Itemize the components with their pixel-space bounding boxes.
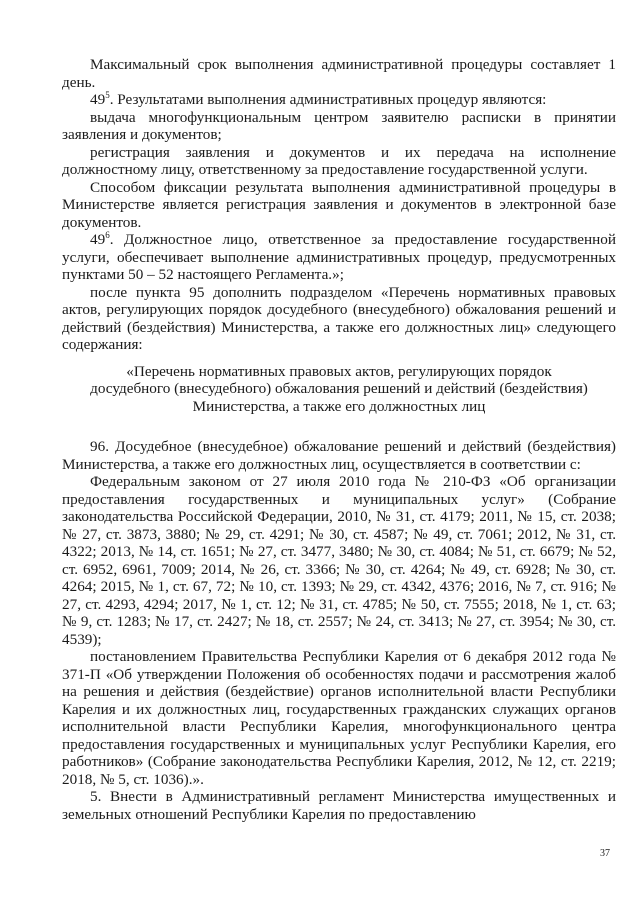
spacer [62, 354, 616, 363]
section-heading-line-3: Министерства, а также его должностных лиц [192, 397, 486, 415]
clause-number: 49 [90, 231, 106, 248]
section-heading-line-2: досудебного (внесудебного) обжалования решений и действий (бездействия) [90, 380, 588, 397]
paragraph-receipt: выдача многофункциональным центром заявителю расписки в принятии заявления и документов; [62, 108, 616, 143]
paragraph-deadline: Максимальный срок выполнения административной процедуры составляет 1 день. [62, 56, 616, 91]
paragraph-fixation-method: Способом фиксации результата выполнения административной процедуры в Министерстве является регистрация заявления и документов в электронной базе документов. [62, 178, 616, 231]
paragraph-49-6 [62, 231, 616, 284]
spacer [62, 415, 616, 438]
paragraph-item-5: 5. Внести в Административный регламент Министерства имущественных и земельных отношений Республики Карелия по предоставлению [62, 788, 616, 823]
paragraph-registration: регистрация заявления и документов и их передача на исполнение должностному лицу, ответственному за предоставление государственной услуги. [62, 143, 616, 178]
paragraph-government-resolution: постановлением Правительства Республики Карелия от 6 декабря 2012 года № 371-П «Об утверждении Положения об особенностях подачи и рассмотрения жалоб на решения и действия (бездействие) органов исполнительной власти Республики Карелия и их должностных лиц, государственных гражданских служащих органов исполнительной власти Республики Карелия, многофункционального центра предоставления государственных и муниципальных услуг Республики Карелия, его работников» (Собрание законодательства Республики Карелия, 2012, № 12, ст. 2219; 2018, № 5, ст. 1036).». [62, 648, 616, 788]
clause-number: 49 [90, 91, 106, 108]
paragraph-federal-law: Федеральным законом от 27 июля 2010 года № 210-ФЗ «Об организации предоставления государственных и муниципальных услуг» (Собрание законодательства Российской Федерации, 2010, № 31, ст. 4179; 2011, № 15, ст. 2038; № 27, ст. 3873, 3880; № 29, ст. 4291; № 30, ст. 4587; № 49, ст. 7061; 2012, № 31, ст. 4322; 2013, № 14, ст. 1651; № 27, ст. 3477, 3480; № 30, ст. 4084; № 51, ст. 6679; № 52, ст. 6952, 6961, 7009; 2014, № 26, ст. 3366; № 30, ст. 4264; № 49, ст. 6928; № 30, ст. 4264; 2015, № 1, ст. 67, 72; № 10, ст. 1393; № 29, ст. 4342, 4376; 2016, № 7, ст. 916; № 27, ст. 4293, 4294; 2017, № 1, ст. 12; № 31, ст. 4785; № 50, ст. 7555; 2018, № 1, ст. 63; № 9, ст. 1283; № 17, ст. 2427; № 18, ст. 2557; № 24, ст. 3413; № 27, ст. 3954; № 30, ст. 4539); [62, 473, 616, 648]
paragraph-49-5 [62, 91, 616, 109]
clause-superscript: 5 [105, 89, 110, 100]
paragraph-96: 96. Досудебное (внесудебное) обжалование решений и действий (бездействия) Министерства, а также его должностных лиц, осуществляется в соответствии с: [62, 438, 616, 473]
document-body [62, 56, 616, 823]
section-heading-line-1: «Перечень нормативных правовых актов, регулирующих порядок [126, 362, 552, 380]
clause-text: . Результатами выполнения административных процедур являются: [109, 91, 547, 108]
clause-text: . Должностное лицо, ответственное за предоставление государственной услуги, обеспечивает выполнение административных процедур, предусмотренных пунктами 50 – 52 настоящего Регламента.»; [62, 231, 616, 283]
page-number: 37 [600, 848, 610, 859]
paragraph-after-95: после пункта 95 дополнить подразделом «Перечень нормативных правовых актов, регулирующих порядок досудебного (внесудебного) обжалования решений и действий (бездействия) Министерства, а также его должностных лиц» следующего содержания: [62, 283, 616, 353]
clause-superscript: 6 [105, 229, 110, 240]
